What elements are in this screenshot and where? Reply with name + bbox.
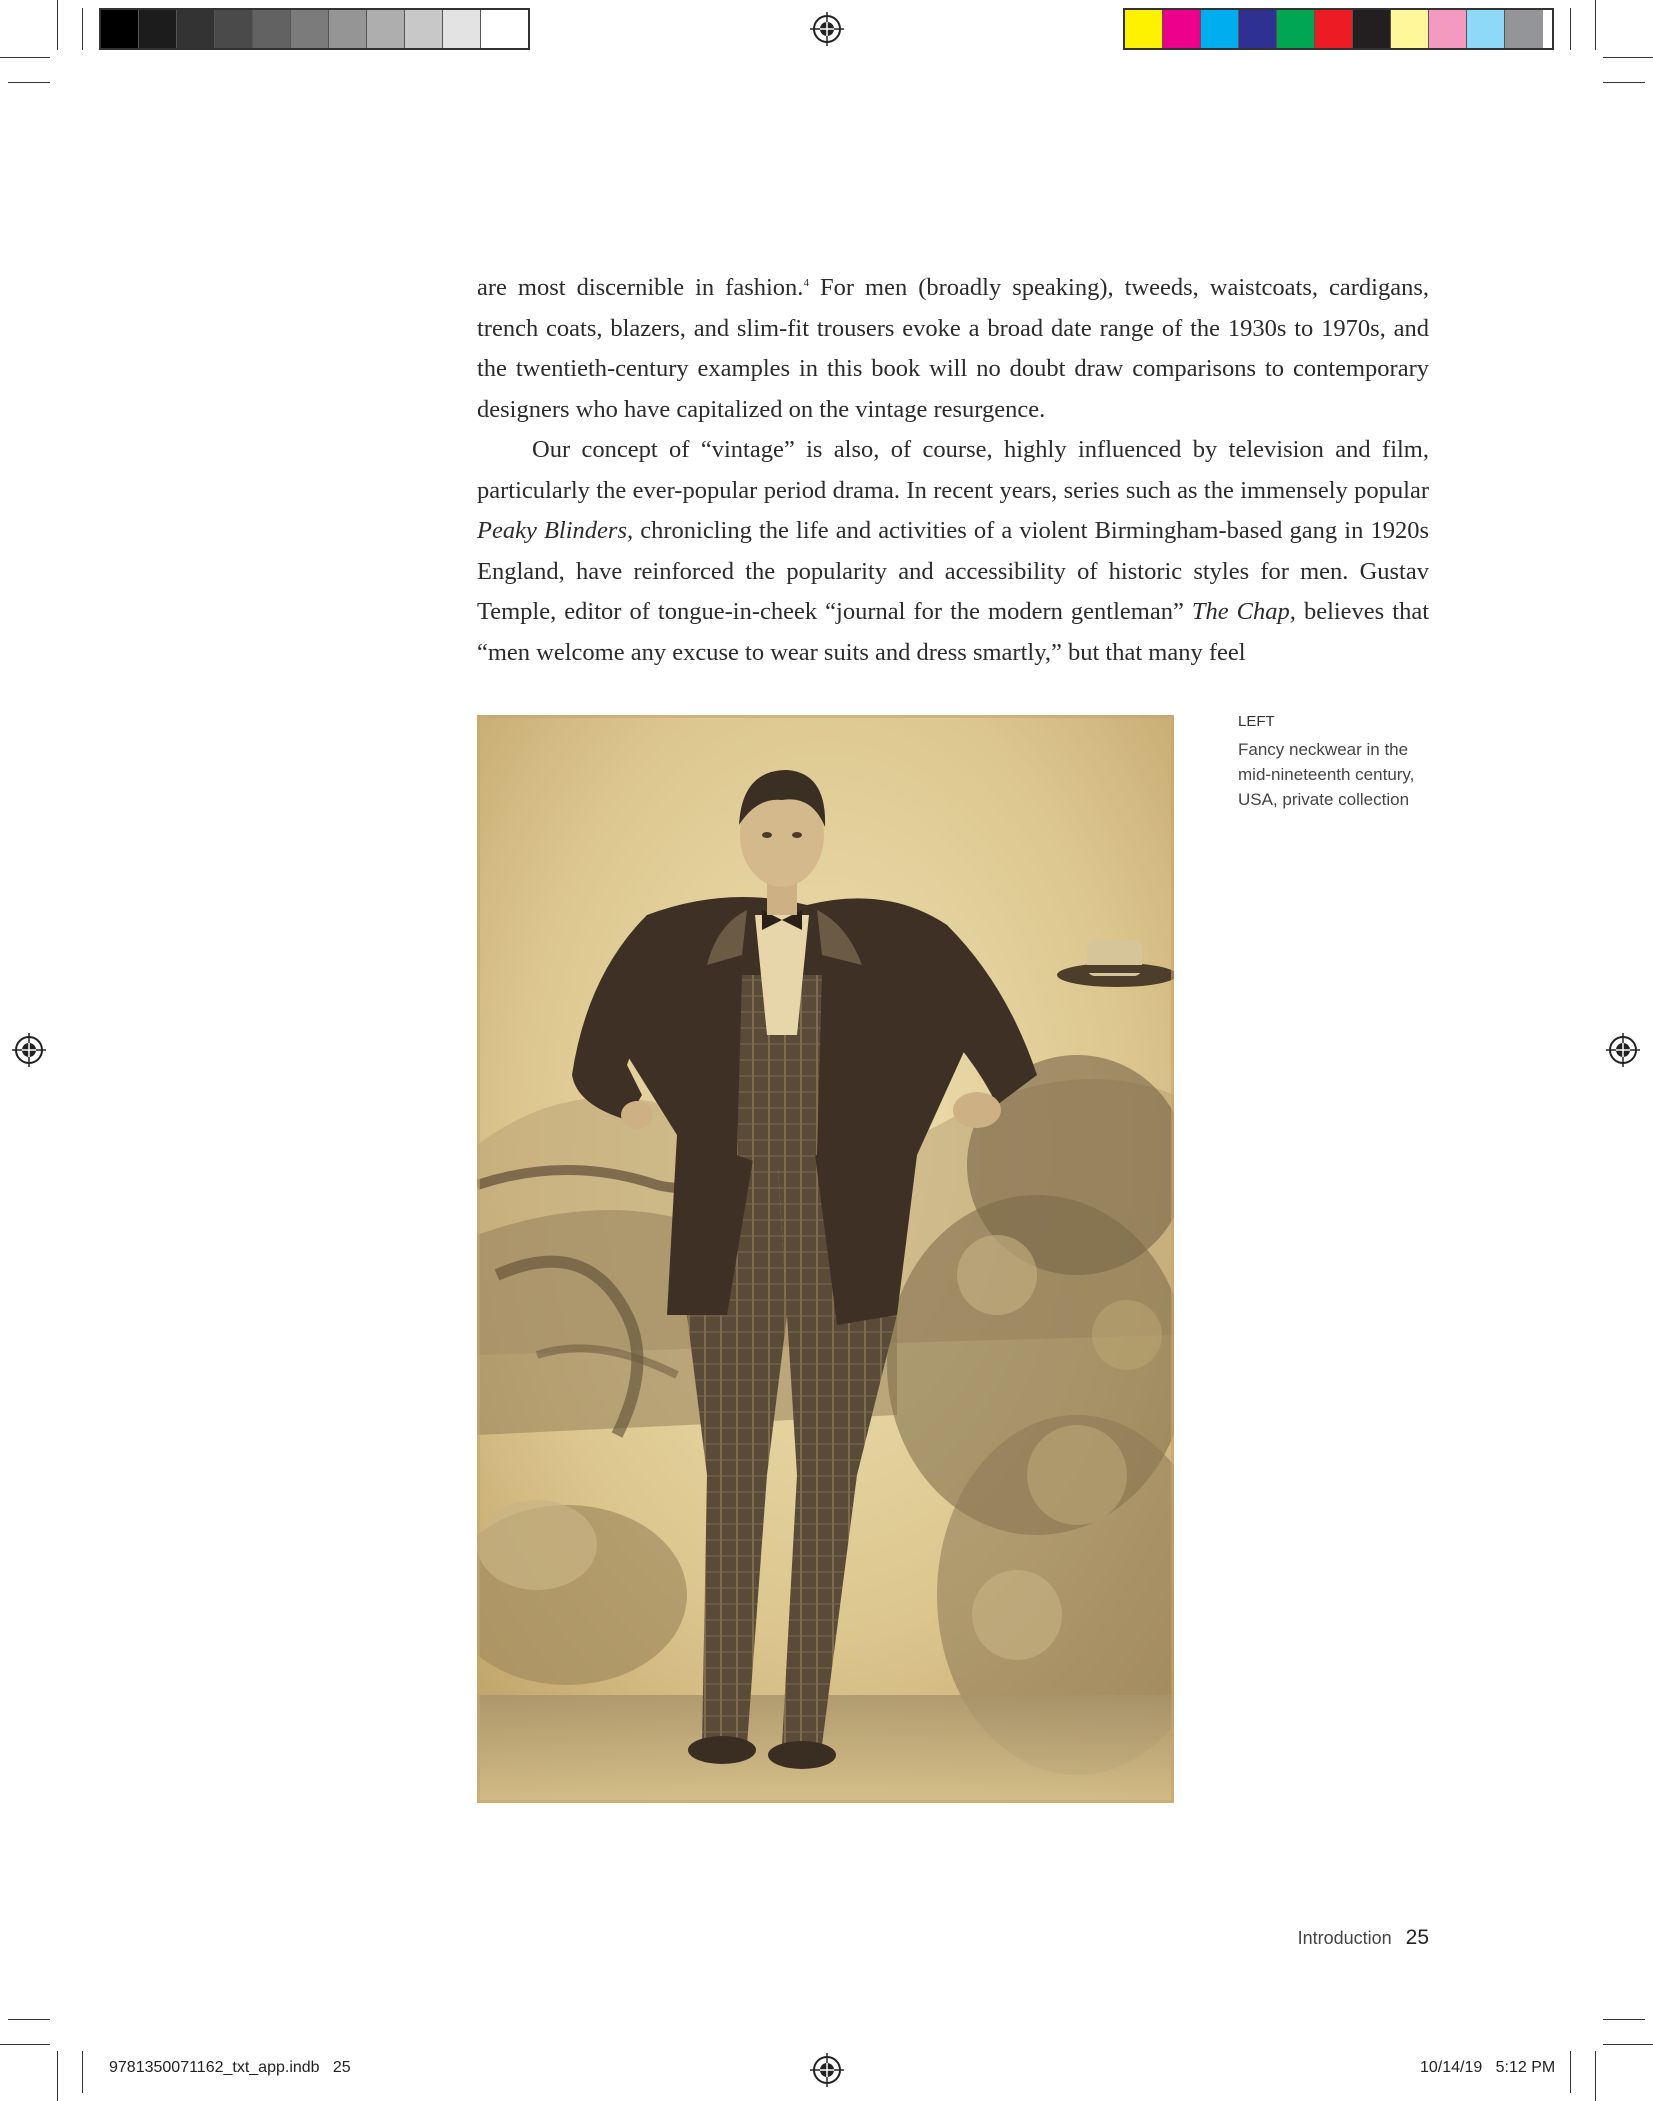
grayscale-swatch <box>177 10 215 48</box>
color-swatch <box>1467 10 1505 48</box>
color-swatch <box>1505 10 1543 48</box>
color-swatch <box>1353 10 1391 48</box>
crop-mark-top-right-v2 <box>1570 8 1571 50</box>
crop-mark-top-left-v <box>57 0 58 50</box>
color-swatch <box>1429 10 1467 48</box>
caption-text: Fancy neckwear in the mid-nineteenth century, USA, private collection <box>1238 740 1415 809</box>
crop-mark-top-right-h2 <box>1603 82 1645 83</box>
color-swatch <box>1391 10 1429 48</box>
grayscale-swatch <box>367 10 405 48</box>
title-the-chap: The Chap, <box>1191 598 1296 625</box>
grayscale-swatch <box>139 10 177 48</box>
title-peaky-blinders: Peaky Blinders, <box>477 517 634 544</box>
grayscale-calibration-bar <box>99 8 530 50</box>
grayscale-swatch <box>443 10 481 48</box>
registration-mark-left-icon <box>12 1033 46 1067</box>
registration-mark-top-icon <box>810 12 844 46</box>
portrait-illustration <box>477 715 1174 1803</box>
crop-mark-top-left-h <box>0 57 50 58</box>
crop-mark-bottom-right-h2 <box>1603 2019 1645 2020</box>
grayscale-swatch <box>329 10 367 48</box>
crop-mark-bottom-left-h <box>0 2044 50 2045</box>
color-swatch <box>1239 10 1277 48</box>
paragraph-2-part-a: Our concept of “vintage” is also, of course, highly influenced by television and film, particularly the ever-popular period drama. In recent years, series such as the immensely popular <box>477 436 1429 504</box>
running-footer <box>1298 1926 1429 1950</box>
crop-mark-bottom-left-v2 <box>82 2051 83 2093</box>
page-number: 25 <box>1405 1926 1429 1949</box>
body-text <box>477 268 1429 673</box>
crop-mark-bottom-left-v <box>57 2051 58 2101</box>
crop-mark-bottom-right-h <box>1603 2044 1653 2045</box>
crop-mark-bottom-right-v <box>1595 2051 1596 2101</box>
grayscale-swatch <box>481 10 519 48</box>
crop-mark-top-right-h <box>1603 57 1653 58</box>
caption-label: LEFT <box>1238 713 1275 730</box>
sepia-portrait-photo <box>477 715 1174 1803</box>
crop-mark-top-right-v <box>1595 0 1596 50</box>
color-swatch <box>1163 10 1201 48</box>
slug-datetime: 10/14/19 5:12 PM <box>1420 2059 1556 2076</box>
grayscale-swatch <box>253 10 291 48</box>
color-swatch <box>1201 10 1239 48</box>
slug-filename: 9781350071162_txt_app.indb 25 <box>109 2059 351 2076</box>
color-swatch <box>1277 10 1315 48</box>
paragraph-2-part-c: believes that “men welcome any excuse to wear suits and dress smartly,” but that many feel <box>477 598 1429 666</box>
crop-mark-bottom-left-h2 <box>8 2019 50 2020</box>
color-swatch <box>1125 10 1163 48</box>
grayscale-swatch <box>215 10 253 48</box>
paragraph-1 <box>477 268 1429 430</box>
color-swatch <box>1315 10 1353 48</box>
registration-mark-right-icon <box>1606 1033 1640 1067</box>
crop-mark-top-left-v2 <box>82 8 83 50</box>
grayscale-swatch <box>405 10 443 48</box>
color-calibration-bar <box>1123 8 1554 50</box>
paragraph-2 <box>477 430 1429 673</box>
crop-mark-top-left-h2 <box>8 82 50 83</box>
grayscale-swatch <box>101 10 139 48</box>
paragraph-1-start: are most discernible in fashion. <box>477 274 804 301</box>
grayscale-swatch <box>291 10 329 48</box>
crop-mark-bottom-right-v2 <box>1570 2051 1571 2093</box>
paragraph-2-part-b: chronicling the life and activities of a violent Birmingham-based gang in 1920s England, have reinforced the popularity and accessibility of historic styles for men. Gustav Temple, editor of tongue-in-cheek “journal for the modern gentleman” <box>477 517 1429 625</box>
section-title: Introduction <box>1297 1928 1392 1948</box>
footnote-ref: 4 <box>803 276 809 289</box>
registration-mark-bottom-icon <box>810 2053 844 2087</box>
paragraph-1-rest: For men (broadly speaking), tweeds, waistcoats, cardigans, trench coats, blazers, and slim-fit trousers evoke a broad date range of the 1930s to 1970s, and the twentieth-century examples in this book will no doubt draw comparisons to contemporary designers who have capitalized on the vintage resurgence. <box>477 274 1429 423</box>
